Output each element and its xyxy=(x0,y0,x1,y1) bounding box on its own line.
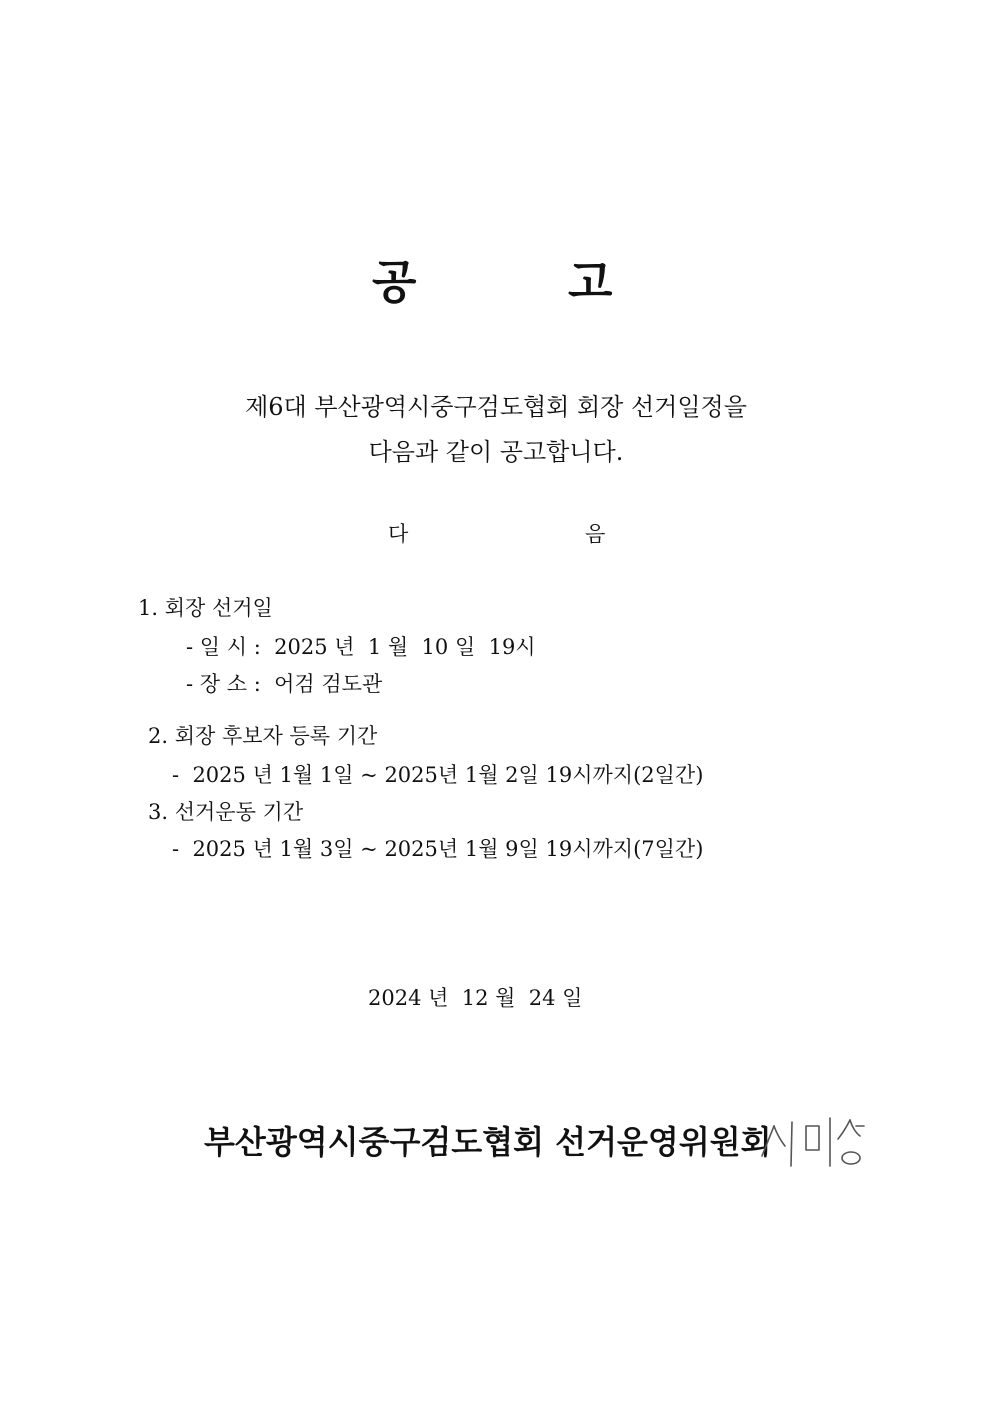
signature-icon xyxy=(756,1112,866,1176)
campaign-label: 3. 선거운동 기간 xyxy=(148,800,304,824)
election-day-datetime: - 일 시 : 2025 년 1 월 10 일 19시 xyxy=(186,635,536,659)
notice-date: 2024 년 12 월 24 일 xyxy=(368,986,583,1010)
intro-line-1: 제6대 부산광역시중구검도협회 회장 선거일정을 xyxy=(245,393,747,421)
organization-name: 부산광역시중구검도협회 선거운영위원회 xyxy=(204,1123,772,1161)
election-day-place: - 장 소 : 어검 검도관 xyxy=(186,672,383,696)
campaign-period: - 2025 년 1월 3일 ~ 2025년 1월 9일 19시까지(7일간) xyxy=(172,837,704,861)
notice-title-right: 고 xyxy=(568,255,613,309)
intro-line-2: 다음과 같이 공고합니다. xyxy=(368,438,624,466)
registration-period: - 2025 년 1월 1일 ~ 2025년 1월 2일 19시까지(2일간) xyxy=(172,763,704,787)
section-heading-right: 음 xyxy=(585,522,606,546)
registration-label: 2. 회장 후보자 등록 기간 xyxy=(148,724,378,748)
section-heading-left: 다 xyxy=(388,522,409,546)
notice-title-left: 공 xyxy=(372,255,417,309)
election-day-label: 1. 회장 선거일 xyxy=(138,596,273,620)
